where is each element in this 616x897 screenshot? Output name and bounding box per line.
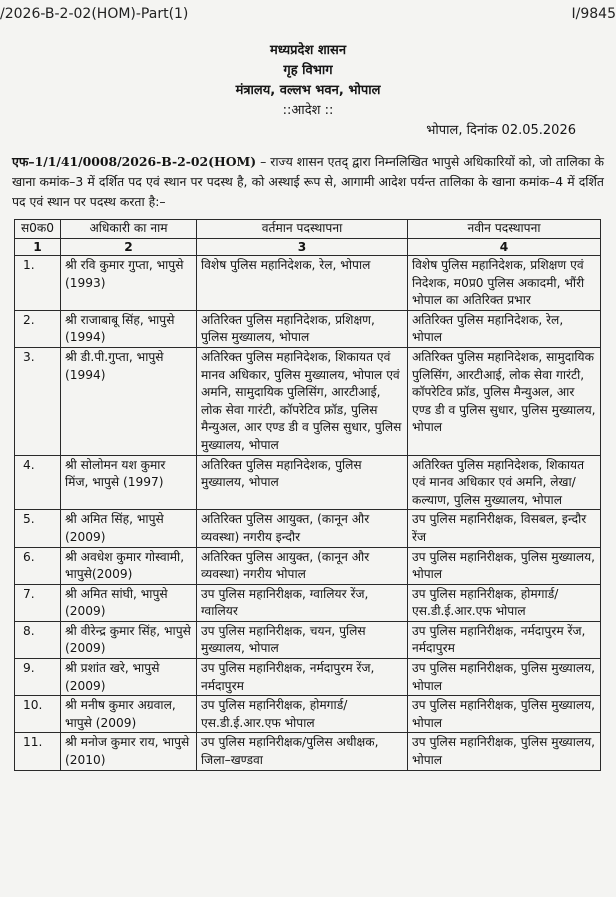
order-date: भोपाल, दिनांक 02.05.2026 <box>426 123 576 138</box>
officer-name: श्री सोलोमन यश कुमार मिंज, भापुसे (1997) <box>61 455 197 510</box>
new-posting: अतिरिक्त पुलिस महानिदेशक, रेल, भोपाल <box>408 310 601 347</box>
serial-number: 3. <box>15 347 61 455</box>
new-posting: उप पुलिस महानिरीक्षक, पुलिस मुख्यालय, भोपाल <box>408 696 601 733</box>
transfer-table <box>14 219 601 771</box>
officer-name: श्री वीरेन्द्र कुमार सिंह, भापुसे (2009) <box>61 621 197 658</box>
officer-name: श्री मनीष कुमार अग्रवाल, भापुसे (2009) <box>61 696 197 733</box>
header-officer-name: अधिकारी का नाम <box>61 220 197 239</box>
order-paragraph <box>12 152 604 212</box>
serial-number: 10. <box>15 696 61 733</box>
table-row <box>15 347 601 455</box>
government-name: मध्यप्रदेश शासन <box>269 43 347 58</box>
table-row <box>15 310 601 347</box>
header-serial: स0क0 <box>15 220 61 239</box>
header-current-posting: वर्तमान पदस्थापना <box>197 220 408 239</box>
officer-name: श्री अमित सिंह, भापुसे (2009) <box>61 510 197 547</box>
table-row <box>15 547 601 584</box>
officer-name: श्री अमित सांघी, भापुसे (2009) <box>61 584 197 621</box>
new-posting: उप पुलिस महानिरीक्षक, पुलिस मुख्यालय, भोपाल <box>408 733 601 770</box>
current-posting: उप पुलिस महानिरीक्षक/पुलिस अधीक्षक, जिला–खण्डवा <box>197 733 408 770</box>
new-posting: विशेष पुलिस महानिदेशक, प्रशिक्षण एवं निदेशक, म0प्र0 पुलिस अकादमी, भौंरी भोपाल का अतिरिक्त प्रभार <box>408 256 601 311</box>
new-posting: उप पुलिस महानिरीक्षक, नर्मदापुरम रेंज, नर्मदापुरम <box>408 621 601 658</box>
officer-name: श्री रवि कुमार गुप्ता, भापुसे (1993) <box>61 256 197 311</box>
current-posting: अतिरिक्त पुलिस महानिदेशक, शिकायत एवं मानव अधिकार, पुलिस मुख्यालय, भोपाल एवं अमनि, सामुदायिक पुलिसिंग, आरटीआई, लोक सेवा गारंटी, कॉपरेटिव फ्रॉड, पुलिस मैन्युअल, आर एण्ड डी व पुलिस सुधार, पुलिस मुख्यालय, भोपाल <box>197 347 408 455</box>
serial-number: 9. <box>15 659 61 696</box>
column-number-row <box>15 239 601 256</box>
serial-number: 4. <box>15 455 61 510</box>
current-posting: अतिरिक्त पुलिस आयुक्त, (कानून और व्यवस्था) नगरीय इन्दौर <box>197 510 408 547</box>
table-row <box>15 621 601 658</box>
current-posting: अतिरिक्त पुलिस आयुक्त, (कानून और व्यवस्था) नगरीय भोपाल <box>197 547 408 584</box>
officer-name: श्री राजाबाबू सिंह, भापुसे (1994) <box>61 310 197 347</box>
serial-number: 2. <box>15 310 61 347</box>
table-row <box>15 696 601 733</box>
file-reference: /2026-B-2-02(HOM)-Part(1) <box>0 6 189 22</box>
officer-name: श्री डी.पी.गुप्ता, भापुसे (1994) <box>61 347 197 455</box>
order-title: ::आदेश :: <box>282 103 334 118</box>
column-number: 1 <box>15 239 61 256</box>
table-row <box>15 733 601 770</box>
serial-number: 7. <box>15 584 61 621</box>
order-text: – राज्य शासन एतद् द्वारा निम्नलिखित भापुसे अधिकारियों को, जो तालिका के खाना कमांक–3 में दर्शित पद एवं स्थान पर पदस्थ है, को अस्थाई रूप से, आगामी आदेश पर्यन्त तालिका के खाना कमांक–4 में दर्शित पद एवं स्थान पर पदस्थ करता है:– <box>12 154 604 209</box>
current-posting: विशेष पुलिस महानिदेशक, रेल, भोपाल <box>197 256 408 311</box>
new-posting: उप पुलिस महानिरीक्षक, होमगार्ड/एस.डी.ई.आर.एफ भोपाल <box>408 584 601 621</box>
current-posting: उप पुलिस महानिरीक्षक, चयन, पुलिस मुख्यालय, भोपाल <box>197 621 408 658</box>
serial-number: 8. <box>15 621 61 658</box>
table-row <box>15 455 601 510</box>
table-row <box>15 584 601 621</box>
column-number: 2 <box>61 239 197 256</box>
serial-number: 6. <box>15 547 61 584</box>
serial-number: 1. <box>15 256 61 311</box>
current-posting: उप पुलिस महानिरीक्षक, ग्वालियर रेंज, ग्वालियर <box>197 584 408 621</box>
table-row <box>15 510 601 547</box>
current-posting: अतिरिक्त पुलिस महानिदेशक, प्रशिक्षण, पुलिस मुख्यालय, भोपाल <box>197 310 408 347</box>
current-posting: उप पुलिस महानिरीक्षक, नर्मदापुरम रेंज, नर्मदापुरम <box>197 659 408 696</box>
officer-name: श्री मनोज कुमार राय, भापुसे (2010) <box>61 733 197 770</box>
office-address: मंत्रालय, वल्लभ भवन, भोपाल <box>235 83 381 98</box>
officer-name: श्री अवधेश कुमार गोस्वामी, भापुसे(2009) <box>61 547 197 584</box>
new-posting: उप पुलिस महानिरीक्षक, विसबल, इन्दौर रेंज <box>408 510 601 547</box>
current-posting: उप पुलिस महानिरीक्षक, होमगार्ड/एस.डी.ई.आर.एफ भोपाल <box>197 696 408 733</box>
table-row <box>15 659 601 696</box>
header-new-posting: नवीन पदस्थापना <box>408 220 601 239</box>
table-row <box>15 256 601 311</box>
table-header-row <box>15 220 601 239</box>
document-number: I/9845 <box>571 6 616 22</box>
column-number: 4 <box>408 239 601 256</box>
new-posting: उप पुलिस महानिरीक्षक, पुलिस मुख्यालय, भोपाल <box>408 659 601 696</box>
document-reference-bar <box>0 6 616 24</box>
current-posting: अतिरिक्त पुलिस महानिदेशक, पुलिस मुख्यालय, भोपाल <box>197 455 408 510</box>
new-posting: उप पुलिस महानिरीक्षक, पुलिस मुख्यालय, भोपाल <box>408 547 601 584</box>
serial-number: 11. <box>15 733 61 770</box>
new-posting: अतिरिक्त पुलिस महानिदेशक, शिकायत एवं मानव अधिकार एवं अमनि, लेखा/कल्याण, पुलिस मुख्यालय, भोपाल <box>408 455 601 510</box>
department-name: गृह विभाग <box>283 63 333 78</box>
serial-number: 5. <box>15 510 61 547</box>
column-number: 3 <box>197 239 408 256</box>
order-file-number: एफ–1/1/41/0008/2026-B-2-02(HOM) <box>12 154 257 169</box>
officer-name: श्री प्रशांत खरे, भापुसे (2009) <box>61 659 197 696</box>
new-posting: अतिरिक्त पुलिस महानिदेशक, सामुदायिक पुलिसिंग, आरटीआई, लोक सेवा गारंटी, कॉपरेटिव फ्रॉड, पुलिस मैन्युअल, आर एण्ड डी व पुलिस सुधार, पुलिस मुख्यालय, भोपाल <box>408 347 601 455</box>
